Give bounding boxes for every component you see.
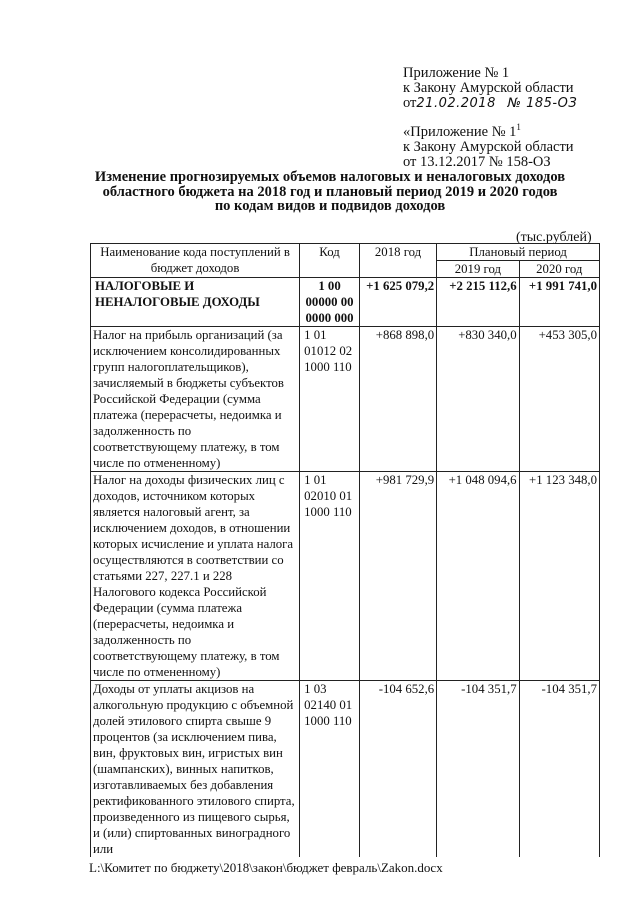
table-row <box>91 278 600 327</box>
row-value-2019: -104 351,7 <box>437 681 519 858</box>
row-value-2018: -104 652,6 <box>359 681 436 858</box>
header-plan-period: Плановый период <box>437 244 600 261</box>
table-header-row <box>91 244 600 261</box>
title-line-3: по кодам видов и подвидов доходов <box>214 198 446 214</box>
date-prefix: от <box>403 95 417 111</box>
row-name: Налог на прибыль организаций (за исключением консолидированных групп налогоплательщиков), зачисляемый в бюджеты субъектов Российской Федерации (сумма платежа (перерасчеты, недоимка и задолженность по соответствующему платежу, в том числе по отмененному) <box>91 327 300 472</box>
header-2018: 2018 год <box>359 244 436 278</box>
law-line: к Закону Амурской области <box>403 80 574 96</box>
quoted-date-line: от 13.12.2017 № 158-ОЗ <box>403 153 551 170</box>
row-value-2018: +981 729,9 <box>359 472 436 681</box>
row-value-2020: +1 123 348,0 <box>519 472 599 681</box>
row-value-2018: +868 898,0 <box>359 327 436 472</box>
row-value-2020: -104 351,7 <box>519 681 599 858</box>
file-path-footer: L:\Комитет по бюджету\2018\закон\бюджет февраль\Zakon.docx <box>89 860 443 875</box>
header-name: Наименование кода поступлений в бюджет доходов <box>91 244 300 278</box>
quoted-appendix-block <box>403 120 574 170</box>
row-name: Доходы от уплаты акцизов на алкогольную продукцию с объемной долей этилового спирта свыше 9 процентов (за исключением пива, вин, фруктовых вин, игристых вин (шампанских), винных напитков, изготавливаемых без добавления ректификованного этилового спирта, произведенного из пищевого сырья, и (или) спиртованных виноградного или <box>91 681 300 858</box>
row-name: Налог на доходы физических лиц с доходов, источником которых является налоговый агент, за исключением доходов, в отношении которых исчисление и уплата налога осуществляются в соответствии со статьями 227, 227.1 и 228 Налогового кодекса Российской Федерации (сумма платежа (перерасчеты, недоимка и задолженность по соответствующему платежу, в том числе по отмененному) <box>91 472 300 681</box>
header-code: Код <box>300 244 360 278</box>
row-value-2019: +2 215 112,6 <box>437 278 519 327</box>
row-code: 1 01 01012 02 1000 110 <box>300 327 360 472</box>
row-value-2019: +1 048 094,6 <box>437 472 519 681</box>
row-code: 1 03 02140 01 1000 110 <box>300 681 360 858</box>
title-line-1: Изменение прогнозируемых объемов налоговых и неналоговых доходов <box>94 169 566 185</box>
table-row <box>91 681 600 858</box>
table-row <box>91 327 600 472</box>
header-2020: 2020 год <box>519 261 599 278</box>
header-2019: 2019 год <box>437 261 519 278</box>
document-title <box>60 170 600 214</box>
units-label: (тыс.рублей) <box>516 230 592 245</box>
quoted-appendix-line: «Приложение № $1^1$ <box>403 122 521 140</box>
row-name: НАЛОГОВЫЕ И НЕНАЛОГОВЫЕ ДОХОДЫ <box>91 278 300 327</box>
row-value-2020: +1 991 741,0 <box>519 278 599 327</box>
quoted-law-line: к Закону Амурской области <box>403 138 574 155</box>
row-code: 1 00 00000 00 0000 000 <box>300 278 360 327</box>
appendix-block <box>403 66 577 111</box>
row-value-2018: +1 625 079,2 <box>359 278 436 327</box>
row-value-2020: +453 305,0 <box>519 327 599 472</box>
title-line-2: областного бюджета на 2018 год и плановый период 2019 и 2020 годов <box>102 183 558 200</box>
row-code: 1 01 02010 01 1000 110 <box>300 472 360 681</box>
table-row <box>91 472 600 681</box>
handwritten-date: 21.02.2018 <box>416 96 496 111</box>
date-number-line <box>403 96 577 111</box>
revenue-table <box>90 243 600 857</box>
appendix-line: Приложение № 1 <box>403 65 510 81</box>
handwritten-number: № 185-ОЗ <box>507 96 578 111</box>
row-value-2019: +830 340,0 <box>437 327 519 472</box>
